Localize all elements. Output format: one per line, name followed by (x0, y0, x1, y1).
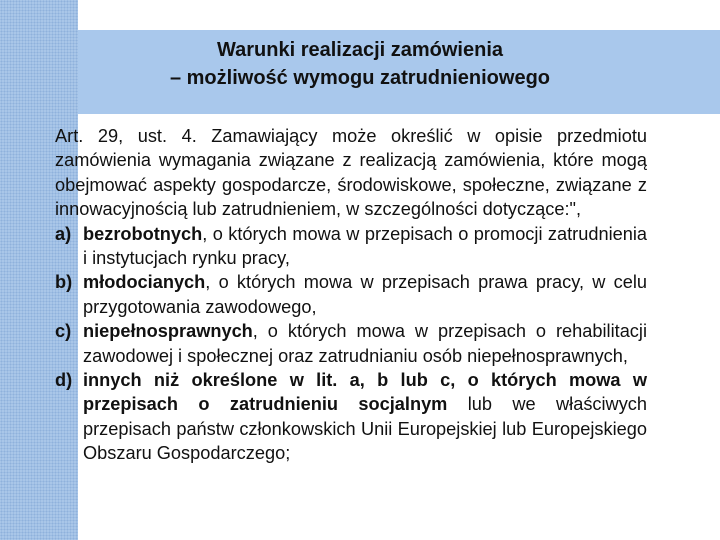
list-item-bold: młodocianych (83, 272, 206, 293)
slide-title (0, 36, 720, 92)
slide-body (55, 124, 647, 466)
title-line-2: – możliwość wymogu zatrudnieniowego (169, 67, 551, 89)
list-item-bold: bezrobotnych (83, 223, 203, 244)
list-item-c (55, 319, 647, 368)
list-item-text: , o których mowa w przepisach o promocji zatrudnienia i instytucjach rynku pracy, (83, 223, 647, 269)
list-marker: c) (55, 321, 72, 342)
list-item-d (55, 368, 647, 466)
list-item-b (55, 270, 647, 319)
intro-paragraph: Art. 29, ust. 4. Zamawiający może określić w opisie przedmiotu zamówienia wymagania związane z realizacją zamówienia, które mogą obejmować aspekty gospodarcze, środowiskowe, społeczne, związane z innowacyjnością lub zatrudnieniem, w szczególności dotyczące:", (55, 126, 647, 220)
list-item-text: , o których mowa w przepisach prawa pracy, w celu przygotowania zawodowego, (83, 272, 647, 317)
title-line-1: Warunki realizacji zamówienia (216, 39, 504, 61)
list-marker: b) (55, 272, 73, 293)
list-item-a (55, 222, 647, 271)
list-item-text: lub we właściwych przepisach państw członkowskich Unii Europejskiej lub Europejskiego Obszaru Gospodarczego; (83, 394, 647, 464)
list-marker: d) (55, 370, 73, 391)
list-item-bold: niepełnosprawnych (83, 321, 253, 342)
list-item-text: , o których mowa w przepisach o rehabilitacji zawodowej i społecznej oraz zatrudnianiu osób niepełnosprawnych, (83, 321, 647, 366)
list-marker: a) (55, 223, 72, 244)
list-item-bold: innych niż określone w lit. a, b lub c, o których mowa w przepisach o zatrudnieniu socjalnym (83, 370, 647, 415)
